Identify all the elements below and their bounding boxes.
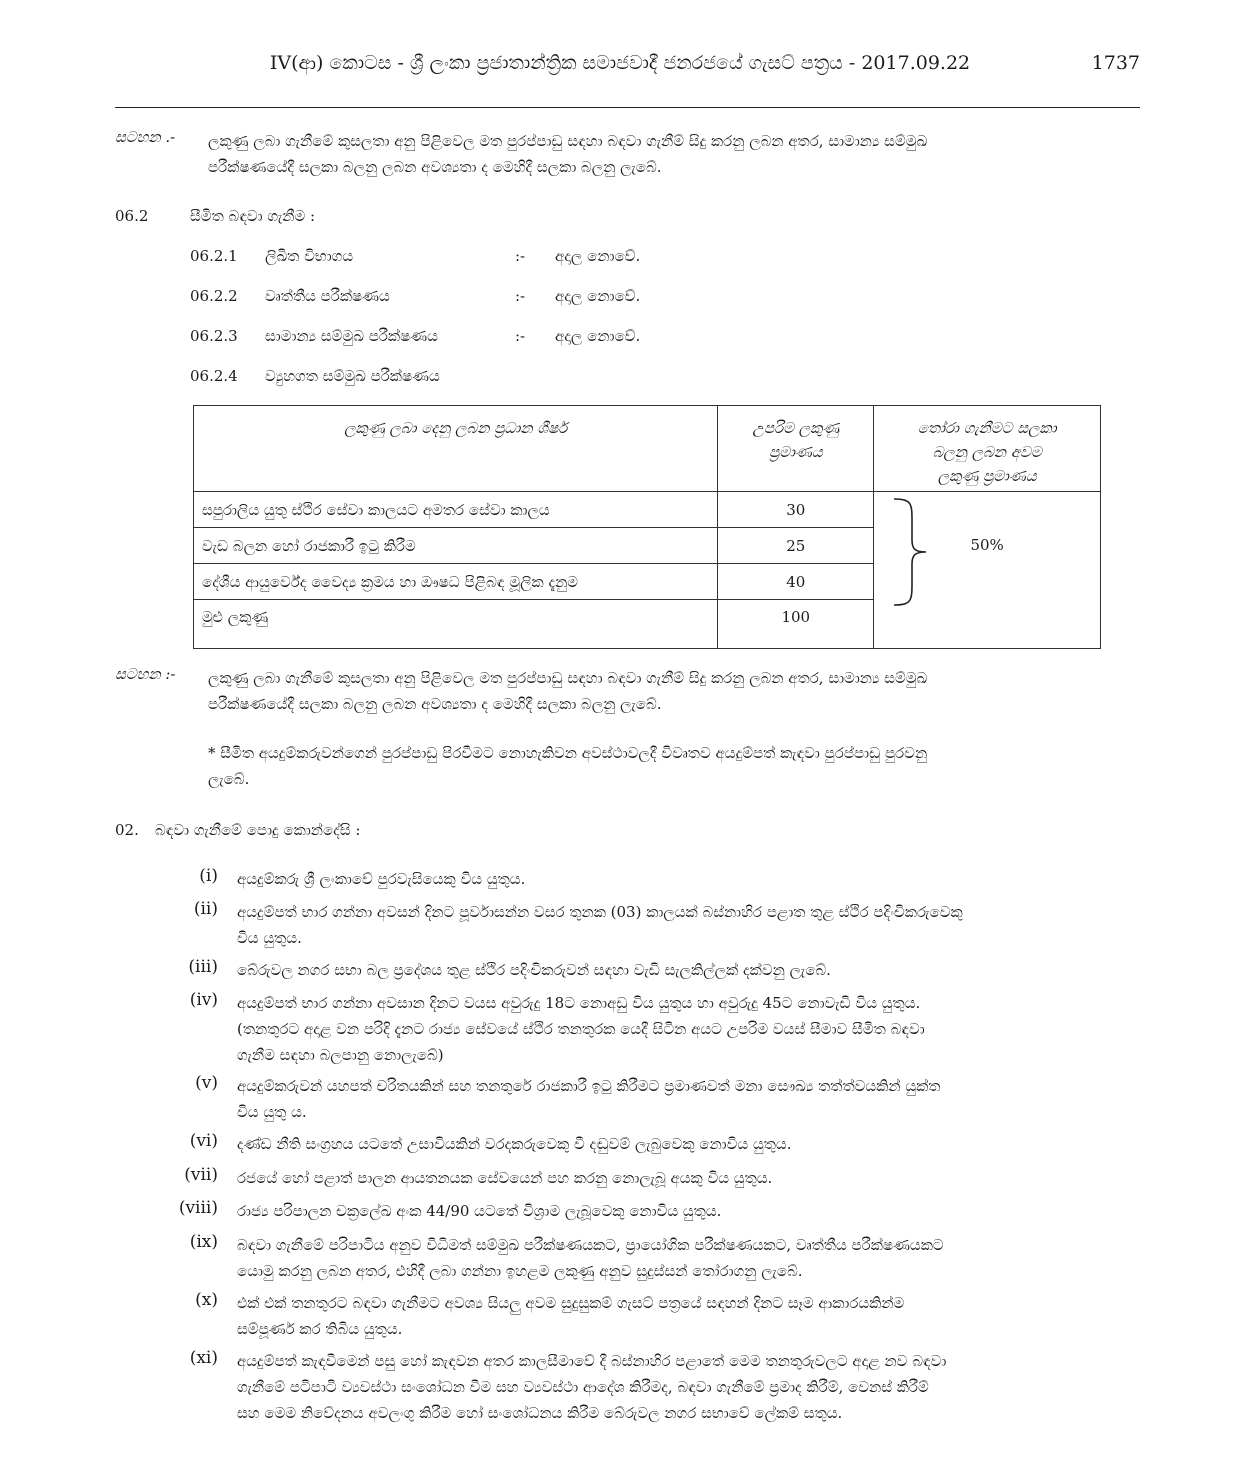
subsection-number: 06.2.2 bbox=[190, 287, 238, 305]
subsection-label: ලිඛිත විභාගය bbox=[265, 247, 354, 265]
condition-number: (iii) bbox=[188, 957, 218, 977]
note-label: සටහන :- bbox=[115, 665, 176, 683]
note-line: පරීක්ෂණයේදී සලකා බලනු ලබන අවශ්‍යතා ද මෙහිදී සලකා බලනු ලැබේ. bbox=[208, 158, 662, 176]
header-text: බලනු ලබන අවම bbox=[932, 443, 1042, 461]
min-marks-cell bbox=[874, 492, 1101, 649]
header-text: උපරිම ලකුණු bbox=[752, 419, 840, 437]
subsection-number: 06.2.1 bbox=[190, 247, 238, 265]
note-text bbox=[208, 665, 1140, 717]
note-line: ලකුණු ලබා ගැනීමේ කුසලතා අනු පිළිවෙල මත පුරප්පාඩු සඳහා බඳවා ගැනීම් සිදු කරනු ලබන අතර, සාමාන්‍ය සම්මුඛ bbox=[208, 132, 928, 150]
condition-line: යොමු කරනු ලබන අතර, එහිදී ලබා ගන්නා ඉහළම ලකුණු අනුව සුදුස්සන් තෝරාගනු ලැබේ. bbox=[237, 1262, 803, 1280]
condition-line: (තනතුරට අදාළ වන පරිදි දැනට රාජ්‍ය සේවයේ ස්ථිර තනතුරක යෙදී සිටින අයට උපරිම වයස් සීමාව සීමිත බඳවා bbox=[237, 1020, 925, 1038]
condition-number: (viii) bbox=[178, 1198, 218, 1218]
condition-line: ගැනීම සඳහා බලපානු නොලැබේ) bbox=[237, 1046, 444, 1064]
header-text: ලකුණු ප්‍රමාණය bbox=[937, 467, 1037, 485]
subsection-number: 06.2.3 bbox=[190, 327, 238, 345]
subsection-value: අදාල නොවේ. bbox=[555, 247, 641, 265]
condition-line: ගැනීමේ පටිපාටි ව්‍යවස්ථා සංශෝධන වීම සහ ව්‍යවස්ථා ආදේශ කිරීමද, බඳවා ගැනීමේ ප්‍රමාද කිරීම්, වෙනස් කිරීම් bbox=[237, 1378, 929, 1396]
condition-line: සහ මෙම නිවේදනය අවලංගු කිරීම හෝ සංශෝධනය කිරීම බේරුවල නගර සභාවේ ලේකම් සතුය. bbox=[237, 1404, 843, 1422]
condition-text bbox=[237, 990, 1142, 1068]
condition-line: බඳවා ගැනීමේ පරිපාටිය අනුව විධිමත් සම්මුඛ පරීක්ෂණයකට, ප්‍රායෝගික පරීක්ෂණයකට, වෘත්තීය පරීක්ෂණයකට bbox=[237, 1236, 944, 1254]
condition-text bbox=[237, 1073, 1142, 1125]
note-line: ලකුණු ලබා ගැනීමේ කුසලතා අනු පිළිවෙල මත පුරප්පාඩු සඳහා බඳවා ගැනීම් සිදු කරනු ලබන අතර, සාමාන්‍ය සම්මුඛ bbox=[208, 669, 928, 687]
subsection-separator: :- bbox=[515, 287, 526, 305]
header-text: ලකුණු ලබා දෙනු ලබන ප්‍රධාන ශීර්ෂ bbox=[344, 419, 568, 437]
condition-line: අයදුම්කරුවන් යහපත් චරිතයකින් සහ තනතුරේ රාජකාරී ඉටු කිරීමට ප්‍රමාණවත් මනා සෞඛ්‍ය තත්ත්වයකින් යුක්ත bbox=[237, 1077, 941, 1095]
header-text: ප්‍රමාණය bbox=[769, 443, 823, 461]
note-line: පරීක්ෂණයේදී සලකා බලනු ලබන අවශ්‍යතා ද මෙහිදී සලකා බලනු ලැබේ. bbox=[208, 695, 662, 713]
min-marks-value: 50% bbox=[970, 536, 1004, 554]
row-max-marks: 30 bbox=[718, 492, 874, 528]
condition-number: (i) bbox=[199, 866, 218, 886]
section-number: 06.2 bbox=[115, 207, 149, 225]
condition-line: විය යුතුය. bbox=[237, 929, 302, 947]
condition-text bbox=[237, 957, 1142, 983]
subsection-label: ව්‍යුහගත සම්මුඛ පරීක්ෂණය bbox=[265, 367, 440, 385]
condition-number: (x) bbox=[195, 1290, 218, 1310]
condition-line: දණ්ඩ නීති සංග්‍රහය යටතේ උසාවියකින් වරදකරුවෙකු වී දඬුවම් ලැබුවෙකු නොවිය යුතුය. bbox=[237, 1135, 792, 1153]
condition-number: (iv) bbox=[189, 990, 218, 1010]
condition-line: සම්පූර්ණ කර තිබිය යුතුය. bbox=[237, 1320, 403, 1338]
gazette-header-title: IV(ආ) කොටස - ශ්‍රී ලංකා ප්‍රජාතාන්ත්‍රික සමාජවාදී ජනරජයේ ගැසට් පත්‍රය - 2017.09.22 bbox=[269, 52, 971, 74]
note-label: සටහන .- bbox=[115, 128, 176, 146]
section-number: 02. bbox=[115, 821, 139, 839]
condition-line: එක් එක් තනතුරට බඳවා ගැනීමට අවශ්‍ය සියලු අවම සුදුසුකම් ගැසට් පත්‍රයේ සඳහන් දිනට සෑම ආකාරයකින්ම bbox=[237, 1294, 905, 1312]
header-divider bbox=[115, 107, 1140, 108]
condition-number: (vii) bbox=[184, 1165, 218, 1185]
subsection-separator: :- bbox=[515, 247, 526, 265]
total-label: මුළු ලකුණු bbox=[194, 600, 718, 649]
page-number: 1737 bbox=[1091, 52, 1140, 74]
subsection-value: අදාල නොවේ. bbox=[555, 287, 641, 305]
section-title: සීමිත බඳවා ගැනීම : bbox=[190, 207, 316, 225]
condition-text bbox=[237, 1198, 1142, 1224]
condition-text bbox=[237, 866, 1142, 892]
marks-table bbox=[193, 405, 1101, 649]
condition-line: රජයේ හෝ පළාත් පාලන ආයතනයක සේවයෙන් පහ කරනු නොලැබූ අයකු විය යුතුය. bbox=[237, 1169, 773, 1187]
condition-line: විය යුතු ය. bbox=[237, 1103, 307, 1121]
condition-text bbox=[237, 1348, 1142, 1426]
header-min-marks bbox=[874, 406, 1101, 492]
condition-text bbox=[237, 1165, 1142, 1191]
subsection-label: වෘත්තීය පරීක්ෂණය bbox=[265, 287, 390, 305]
condition-text bbox=[237, 1131, 1142, 1157]
header-max-marks bbox=[718, 406, 874, 492]
condition-line: බේරුවල නගර සභා බල ප්‍රදේශය තුළ ස්ථිර පදිංචිකරුවන් සඳහා වැඩි සැලකිල්ලක් දක්වනු ලැබේ. bbox=[237, 961, 831, 979]
condition-text bbox=[237, 899, 1142, 951]
subsection-separator: :- bbox=[515, 327, 526, 345]
table-header-row bbox=[194, 406, 1101, 492]
condition-text bbox=[237, 1290, 1142, 1342]
row-label: දේශීය ආයුර්වේද වෛද්‍ය ක්‍රමය හා ඖෂධ පිළිබඳ මූලික දැනුම bbox=[194, 564, 718, 600]
condition-line: අයදුම්කරු ශ්‍රී ලංකාවේ පුරවැසියෙකු විය යුතුය. bbox=[237, 870, 526, 888]
condition-number: (xi) bbox=[189, 1348, 218, 1368]
condition-line: රාජ්‍ය පරිපාලන චක්‍රලේඛ අංක 44/90 යටතේ විශ්‍රාම ලැබූවෙකු නොවිය යුතුය. bbox=[237, 1202, 722, 1220]
condition-line: අයදුම්පත් භාර ගන්නා අවසාන දිනට වයස අවුරුදු 18ට නොඅඩු විය යුතුය හා අවුරුදු 45ට නොවැඩි විය යුතුය. bbox=[237, 994, 921, 1012]
condition-number: (vi) bbox=[189, 1131, 218, 1151]
condition-line: අයදුම්පත් භාර ගන්නා අවසන් දිනට පූර්වාසන්න වසර තුනක (03) කාලයක් බස්නාහිර පළාත තුළ ස්ථිර පදිංචිකරුවෙකු bbox=[237, 903, 963, 921]
subsection-number: 06.2.4 bbox=[190, 367, 238, 385]
condition-number: (ix) bbox=[189, 1232, 218, 1252]
row-label: සපුරාලිය යුතු ස්ථිර සේවා කාලයට අමතර සේවා කාලය bbox=[194, 492, 718, 528]
condition-number: (v) bbox=[195, 1073, 218, 1093]
table-row bbox=[194, 492, 1101, 528]
condition-line: අයදුම්පත් කැඳවීමෙන් පසු හෝ කැඳවන අතර කාලසීමාවේ දී බස්නාහිර පළාතේ මෙම තනතුරුවලට අදාළ නව බඳවා bbox=[237, 1352, 947, 1370]
subsection-label: සාමාන්‍ය සම්මුඛ පරීක්ෂණය bbox=[265, 327, 438, 345]
row-max-marks: 25 bbox=[718, 528, 874, 564]
row-max-marks: 40 bbox=[718, 564, 874, 600]
note-text bbox=[208, 128, 1140, 180]
total-value: 100 bbox=[718, 600, 874, 649]
header-main-headings bbox=[194, 406, 718, 492]
condition-text bbox=[237, 1232, 1142, 1284]
note-line: * සීමිත අයදුම්කරුවන්ගෙන් පුරප්පාඩු පිරවීමට නොහැකිවන අවස්ථාවලදී විවෘතව අයදුම්පත් කැඳවා පුරප්පාඩු පුරවනු bbox=[208, 744, 928, 762]
star-note bbox=[208, 740, 1140, 792]
note-line: ලැබේ. bbox=[208, 770, 250, 788]
subsection-value: අදාල නොවේ. bbox=[555, 327, 641, 345]
section-title: බඳවා ගැනීමේ පොදු කොන්දේසි : bbox=[155, 821, 361, 839]
row-label: වැඩ බලන හෝ රාජකාරී ඉටු කිරීම bbox=[194, 528, 718, 564]
header-text: තෝරා ගැනීමට සලකා bbox=[917, 419, 1057, 437]
condition-number: (ii) bbox=[193, 899, 218, 919]
